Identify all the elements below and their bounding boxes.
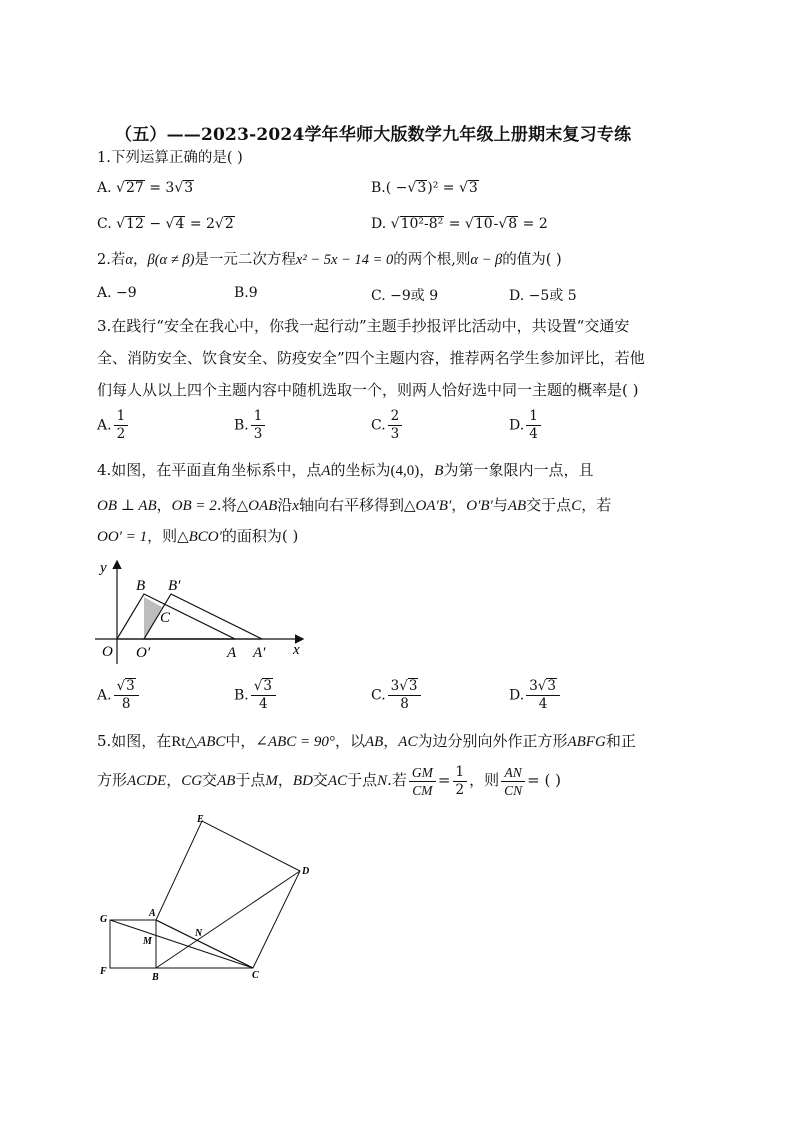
q4-l1-post: 为第一象限内一点，且 <box>443 461 594 479</box>
q1-d-dash: - <box>493 216 499 232</box>
square-acde <box>156 821 300 968</box>
radical-sign-icon: √ <box>407 180 417 196</box>
q3-a-fraction <box>114 408 129 443</box>
q4-c-den: 8 <box>400 696 409 712</box>
q5-ratio1-vden: 2 <box>455 781 465 798</box>
q5-l1-a: 5.如图，在 <box>97 732 172 750</box>
q4-c-coef: 3 <box>390 678 400 694</box>
q4-c-rad: 3 <box>408 678 418 694</box>
label-c: C <box>252 970 259 981</box>
radical-sign-icon: √ <box>116 216 126 232</box>
q4-l1-pointA: A <box>321 463 331 479</box>
label-b: B <box>152 972 159 983</box>
q3-b-num: 1 <box>251 408 266 426</box>
radical-sign-icon: √ <box>174 180 184 196</box>
q3-option-b[interactable] <box>234 408 267 443</box>
q4-line-1 <box>97 460 593 481</box>
q4-l1-pointB: B <box>434 463 444 479</box>
q1-c-r3: 2 <box>224 216 234 232</box>
q4-l2-j: ， <box>451 496 467 514</box>
q5-l2-l: AC <box>327 773 348 789</box>
q3-a-num: 1 <box>114 408 129 426</box>
q5-l2-h: M <box>265 773 278 789</box>
q4-a-den: 8 <box>121 696 131 712</box>
q5-l2-q: = ( ) <box>527 771 561 789</box>
q1-d-eq1: = <box>448 216 461 232</box>
label-b: B <box>136 578 146 594</box>
q4-l2-k: O′B′ <box>466 498 493 514</box>
q3-line-1: 3.在践行“安全在我心中，你我一起行动”主题手抄报评比活动中，共设置“交通安 <box>97 317 630 335</box>
q3-c-den: 3 <box>390 426 400 442</box>
segment-bd <box>156 871 300 968</box>
q4-d-label: D. <box>509 687 525 704</box>
q4-figure <box>90 552 315 667</box>
q1-b-label: B. <box>371 180 386 196</box>
q5-l1-j: AC <box>398 734 418 750</box>
q1-c-r2: 4 <box>175 216 185 232</box>
q3-d-fraction <box>526 408 541 443</box>
label-y: y <box>100 560 107 576</box>
q2-cond: (α ≠ β) <box>154 252 195 268</box>
q1-c-eq: = 2 <box>189 216 215 232</box>
q5-l2-i: ， <box>277 771 293 789</box>
q2-expr: α − β <box>470 252 503 268</box>
q4-option-d[interactable] <box>509 678 562 713</box>
q3-d-num: 1 <box>526 408 541 426</box>
q3-a-den: 2 <box>116 426 126 442</box>
q3-d-den: 4 <box>529 426 538 442</box>
radical-sign-icon: √ <box>390 216 400 232</box>
radical-sign-icon: √ <box>253 678 263 694</box>
q5-figure <box>90 810 330 990</box>
q4-l3-c: BCO′ <box>188 529 222 545</box>
q5-l1-c: △ <box>185 732 198 750</box>
q5-ratio1-vnum: 1 <box>453 764 468 782</box>
page-title: （五）——2023-2024学年华师大版数学九年级上册期末复习专练 <box>115 125 632 145</box>
q5-l2-a: 方形 <box>97 771 128 789</box>
q4-b-rad: 3 <box>263 678 272 694</box>
q4-l2-g: x <box>292 498 299 514</box>
q4-l2-e: OAB <box>248 498 278 514</box>
q1-d-r1: 10²-8² <box>400 216 444 232</box>
label-a: A <box>227 645 237 661</box>
q2-stem-mid2: 的两个根,则 <box>393 252 471 268</box>
q2-stem-post: 的值为( ) <box>502 252 562 268</box>
q4-line-2 <box>97 495 611 516</box>
q1-d-label: D. <box>371 216 387 232</box>
label-d: D <box>302 866 310 877</box>
q2-option-d[interactable]: D. −5或 5 <box>509 288 577 304</box>
q5-l2-e: 交 <box>202 771 218 789</box>
q1-option-a[interactable] <box>97 180 194 196</box>
q5-l1-g: ，以 <box>334 732 365 750</box>
segment-cg <box>110 920 253 968</box>
q3-a-label: A. <box>97 417 112 434</box>
q1-a-radicand: 27 <box>125 180 144 196</box>
q5-l2-g: 于点 <box>235 771 266 789</box>
q4-l1-mid: 的坐标为 <box>330 461 391 479</box>
radical-sign-icon: √ <box>116 180 125 196</box>
q4-l3-b: ，则△ <box>147 527 189 545</box>
q5-l2-p: ，则 <box>469 771 500 789</box>
q4-option-c[interactable] <box>371 678 423 713</box>
q5-l2-m: 于点 <box>347 771 378 789</box>
q5-ratio2-fraction <box>501 764 525 799</box>
label-c: C <box>160 610 171 626</box>
q3-b-den: 3 <box>253 426 263 442</box>
q5-line-2 <box>97 760 561 801</box>
radical-sign-icon: √ <box>458 180 468 196</box>
q3-option-c[interactable] <box>371 408 404 443</box>
q5-l2-o: .若 <box>387 771 407 789</box>
label-m: M <box>143 936 152 947</box>
q5-l1-i: ， <box>383 732 399 750</box>
q1-a-label: A. <box>97 180 112 196</box>
q4-d-den: 4 <box>538 696 548 712</box>
q5-l1-l: ABFG <box>567 734 606 750</box>
q4-a-rad: 3 <box>126 678 135 694</box>
q2-option-c[interactable]: C. −9或 9 <box>371 288 439 304</box>
q4-l2-l: 与 <box>492 496 508 514</box>
q4-l2-a: OB ⊥ AB <box>97 498 157 514</box>
q4-d-num <box>526 678 560 696</box>
q4-a-label: A. <box>97 687 112 704</box>
q4-l2-d: .将△ <box>216 496 249 514</box>
label-a-prime: A′ <box>253 645 266 661</box>
q1-c-minus: − <box>149 216 162 232</box>
q5-ratio1-fraction <box>409 764 436 799</box>
q2-equation: x² − 5x − 14 = 0 <box>295 252 394 268</box>
q5-l2-b: ACDE <box>127 773 167 789</box>
label-n: N <box>195 928 203 939</box>
q2-comma: ， <box>132 252 148 268</box>
q2-stem <box>97 250 562 270</box>
q1-option-b[interactable] <box>371 180 479 196</box>
q2-option-b[interactable]: B.9 <box>234 285 258 301</box>
q4-c-label: C. <box>371 687 386 704</box>
label-o-prime: O′ <box>136 645 151 661</box>
radical-sign-icon: √ <box>498 216 508 232</box>
q5-ratio1-eq: = <box>437 771 451 789</box>
q5-ratio1-den: CM <box>412 782 433 798</box>
radical-sign-icon: √ <box>165 216 175 232</box>
q4-b-num <box>251 678 276 696</box>
q1-c-label: C. <box>97 216 112 232</box>
q5-l1-e: 中， <box>225 732 256 750</box>
q1-b-rhs: 3 <box>468 180 478 196</box>
q4-l2-m: AB <box>507 498 527 514</box>
q4-b-fraction <box>251 678 276 713</box>
q3-option-a[interactable] <box>97 408 130 443</box>
label-b-prime: B′ <box>168 578 181 594</box>
q1-a-rhs: 3 <box>184 180 194 196</box>
q3-b-fraction <box>251 408 266 443</box>
q5-line-1 <box>97 731 636 752</box>
q1-c-r1: 12 <box>126 216 144 232</box>
q5-l2-j: BD <box>292 773 313 789</box>
radical-sign-icon: √ <box>116 678 126 694</box>
q1-option-c[interactable] <box>97 216 235 232</box>
q1-d-eq2: = 2 <box>522 216 548 232</box>
q5-l2-k: 交 <box>312 771 328 789</box>
q4-option-a[interactable] <box>97 678 141 713</box>
q3-option-d[interactable] <box>509 408 543 443</box>
q4-l3-a: OO′ = 1 <box>97 529 148 545</box>
q1-a-mid: = 3 <box>149 180 175 196</box>
q5-l2-n: N <box>377 773 388 789</box>
q2-stem-pre: 2.若 <box>97 252 126 268</box>
label-o: O <box>102 644 113 660</box>
radical-sign-icon: √ <box>537 678 547 694</box>
q1-option-d[interactable] <box>371 216 548 232</box>
q5-ratio1-num: GM <box>409 764 436 782</box>
label-f: F <box>100 966 107 977</box>
q2-stem-mid: 是一元二次方程 <box>194 252 296 268</box>
q4-l3-d: 的面积为( ) <box>221 527 299 545</box>
q1-b-open: ( − <box>385 180 408 196</box>
label-e: E <box>197 814 204 825</box>
q3-c-label: C. <box>371 417 386 434</box>
q4-b-den: 4 <box>259 696 268 712</box>
label-a: A <box>149 908 156 919</box>
q4-l1-coordA: (4,0) <box>390 463 420 479</box>
q4-d-rad: 3 <box>547 678 556 694</box>
q4-d-coef: 3 <box>529 678 538 694</box>
q4-l1-comma: ， <box>419 461 435 479</box>
q4-l2-i: OA′B′ <box>415 498 452 514</box>
q4-b-label: B. <box>234 687 249 704</box>
q3-d-label: D. <box>509 417 525 434</box>
q4-option-b[interactable] <box>234 678 278 713</box>
q5-ratio1-value <box>453 764 468 799</box>
q3-line-2: 全、消防安全、饮食安全、防疫安全”四个主题内容，推荐两名学生参加评比，若他 <box>97 349 645 367</box>
q3-c-num: 2 <box>388 408 403 426</box>
q5-ratio2-num: AN <box>501 764 525 782</box>
q2-option-a[interactable]: A. −9 <box>97 285 137 301</box>
q5-l1-k: 为边分别向外作正方形 <box>417 732 568 750</box>
q5-l2-c: ， <box>166 771 182 789</box>
q1-b-radicand: 3 <box>417 180 427 196</box>
radical-sign-icon: √ <box>399 678 408 694</box>
q1-d-r3: 8 <box>508 216 518 232</box>
q1-b-close: )² = <box>427 180 455 196</box>
q1-stem: 1.下列运算正确的是( ) <box>97 150 243 166</box>
q5-l1-h: AB <box>364 734 384 750</box>
radical-sign-icon: √ <box>464 216 474 232</box>
q4-l2-c: OB = 2 <box>171 498 217 514</box>
q4-d-fraction <box>526 678 560 713</box>
q4-l2-h: 轴向右平移得到△ <box>298 496 416 514</box>
q4-a-fraction <box>114 678 139 713</box>
q5-l2-f: AB <box>217 773 236 789</box>
q5-l1-m: 和正 <box>605 732 636 750</box>
q4-a-num <box>114 678 139 696</box>
q4-l2-o: C <box>571 498 582 514</box>
q4-line-3 <box>97 526 298 547</box>
q2-beta: β <box>147 252 155 268</box>
radical-sign-icon: √ <box>214 216 224 232</box>
q5-l1-d: ABC <box>197 734 226 750</box>
q2-alpha: α <box>125 252 133 268</box>
q4-l1-pre: 4.如图，在平面直角坐标系中，点 <box>97 461 322 479</box>
q4-l2-n: 交于点 <box>526 496 572 514</box>
q3-c-fraction <box>388 408 403 443</box>
q3-b-label: B. <box>234 417 249 434</box>
label-g: G <box>100 914 108 925</box>
q4-l2-p: ，若 <box>581 496 612 514</box>
q5-l1-b: Rt <box>171 734 186 750</box>
q1-d-r2: 10 <box>474 216 493 232</box>
q3-line-3: 们每人从以上四个主题内容中随机选取一个，则两人恰好选中同一主题的概率是( ) <box>97 381 639 399</box>
q4-c-num <box>388 678 422 696</box>
label-x: x <box>293 642 300 658</box>
q4-l2-f: 沿 <box>277 496 293 514</box>
q4-c-fraction <box>388 678 422 713</box>
q5-ratio2-den: CN <box>504 782 523 798</box>
q5-l2-d: CG <box>181 773 203 789</box>
q5-l1-f: ∠ABC = 90° <box>255 734 335 750</box>
q4-l2-b: ， <box>156 496 172 514</box>
